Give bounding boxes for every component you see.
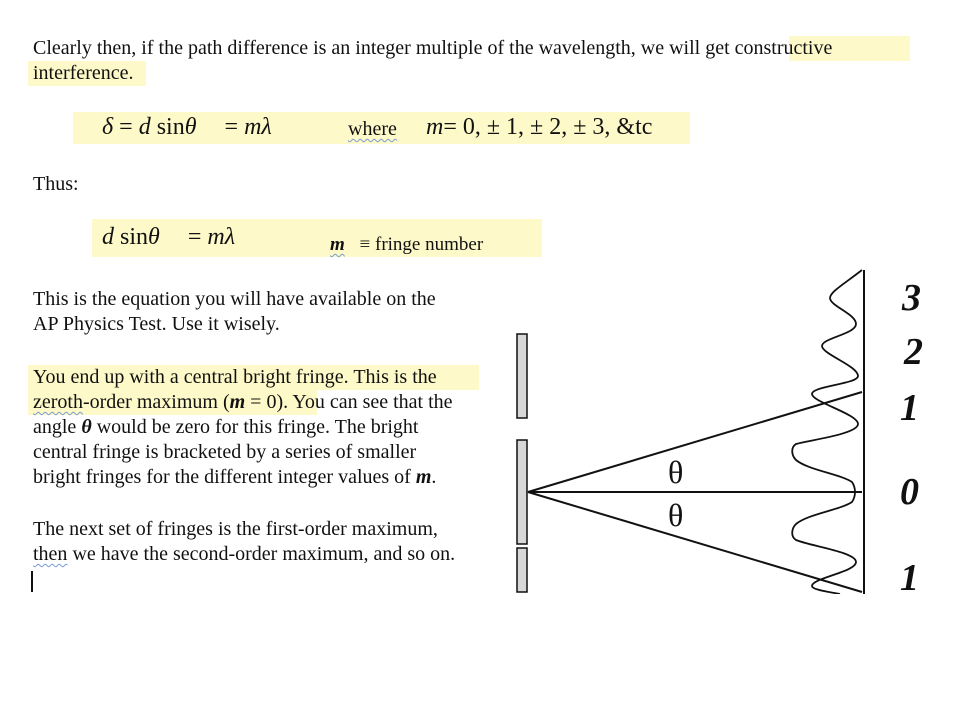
intro-line-1	[33, 36, 832, 61]
theta-upper: θ	[668, 454, 684, 490]
eq1-lambda: λ	[261, 114, 272, 140]
eq2-m: m	[207, 224, 225, 250]
para3-line-2	[33, 542, 455, 567]
intro-interference: interference.	[33, 62, 134, 84]
ray-upper	[528, 392, 862, 492]
slit-barrier-bottom	[517, 548, 527, 592]
eq2-definition	[330, 232, 483, 257]
double-slit-diagram	[500, 262, 940, 594]
eq1-delta: δ	[102, 114, 114, 140]
order-label-1-upper: 1	[900, 387, 919, 429]
para2-line-1: You end up with a central bright fringe. This is the	[33, 366, 437, 388]
thus-label: Thus:	[33, 173, 79, 195]
eq1-m-values: = 0, ± 1, ± 2, ± 3, &tc	[443, 114, 653, 140]
eq2-theta: θ	[148, 224, 160, 250]
para3-then: then	[33, 543, 68, 565]
eq1-equals-2: =	[218, 114, 245, 140]
para2-period: .	[431, 466, 437, 488]
intensity-pattern	[792, 270, 862, 594]
order-label-1-lower: 1	[900, 557, 919, 599]
eq1-where-label: where	[348, 118, 397, 140]
para2-line-5	[33, 465, 436, 490]
para1-line-2: AP Physics Test. Use it wisely.	[33, 313, 280, 335]
eq2-d: d	[102, 224, 114, 250]
para2-equals-zero: = 0).	[245, 391, 289, 413]
para2-angle: angle	[33, 416, 82, 438]
slit-barrier-top	[517, 334, 527, 418]
eq1-d: d	[138, 114, 151, 140]
order-label-2: 2	[904, 331, 923, 373]
intro-text: Clearly then, if the path difference is an integer multiple of the wavelength, we will get	[33, 37, 735, 59]
para2-m-end: m	[415, 466, 432, 488]
eq1-theta: θ	[184, 114, 197, 140]
eq1-equals-1: =	[113, 114, 139, 140]
eq1-where	[348, 117, 397, 142]
eq1-values	[426, 114, 652, 141]
eq1-sin: sin	[150, 114, 185, 140]
para2-bright-fringes: bright fringes for the different integer values of	[33, 466, 416, 488]
para2-m: m	[229, 391, 246, 413]
para2-zeroth: zeroth	[33, 391, 83, 413]
intro-constructive: constructive	[734, 37, 833, 59]
eq2-lambda: λ	[224, 224, 236, 250]
eq2-m-var: m	[330, 234, 345, 255]
ray-lower	[528, 492, 862, 592]
para2-see-that: You can see that the	[288, 391, 453, 413]
order-label-3: 3	[902, 277, 921, 319]
text-cursor	[31, 571, 33, 592]
para2-line-4: central fringe is bracketed by a series of smaller	[33, 441, 417, 463]
theta-lower: θ	[668, 497, 684, 533]
order-label-0: 0	[900, 471, 919, 513]
para3-rest: we have the second-order maximum, and so on.	[67, 543, 456, 565]
para2-theta: θ	[81, 416, 92, 438]
para1-line-1: This is the equation you will have available on the	[33, 288, 436, 310]
eq2-equals: =	[181, 224, 208, 250]
para2-order-max: -order maximum (	[82, 391, 230, 413]
para2-line-3	[33, 415, 418, 440]
para2-zero-fringe: would be zero for this fringe. The bright	[91, 416, 419, 438]
equation-fringe	[102, 224, 235, 251]
slit-barrier-middle	[517, 440, 527, 544]
para3-line-1: The next set of fringes is the first-order maximum,	[33, 518, 438, 540]
eq2-fringe-number: fringe number	[375, 234, 484, 255]
eq2-sin: sin	[114, 224, 149, 250]
equation-path-difference	[102, 114, 272, 141]
para2-line-2	[33, 390, 453, 415]
intro-line-2	[33, 61, 133, 86]
eq2-equiv-symbol: ≡	[359, 234, 371, 255]
eq1-m: m	[244, 114, 262, 140]
eq1-m-var: m	[426, 114, 444, 140]
